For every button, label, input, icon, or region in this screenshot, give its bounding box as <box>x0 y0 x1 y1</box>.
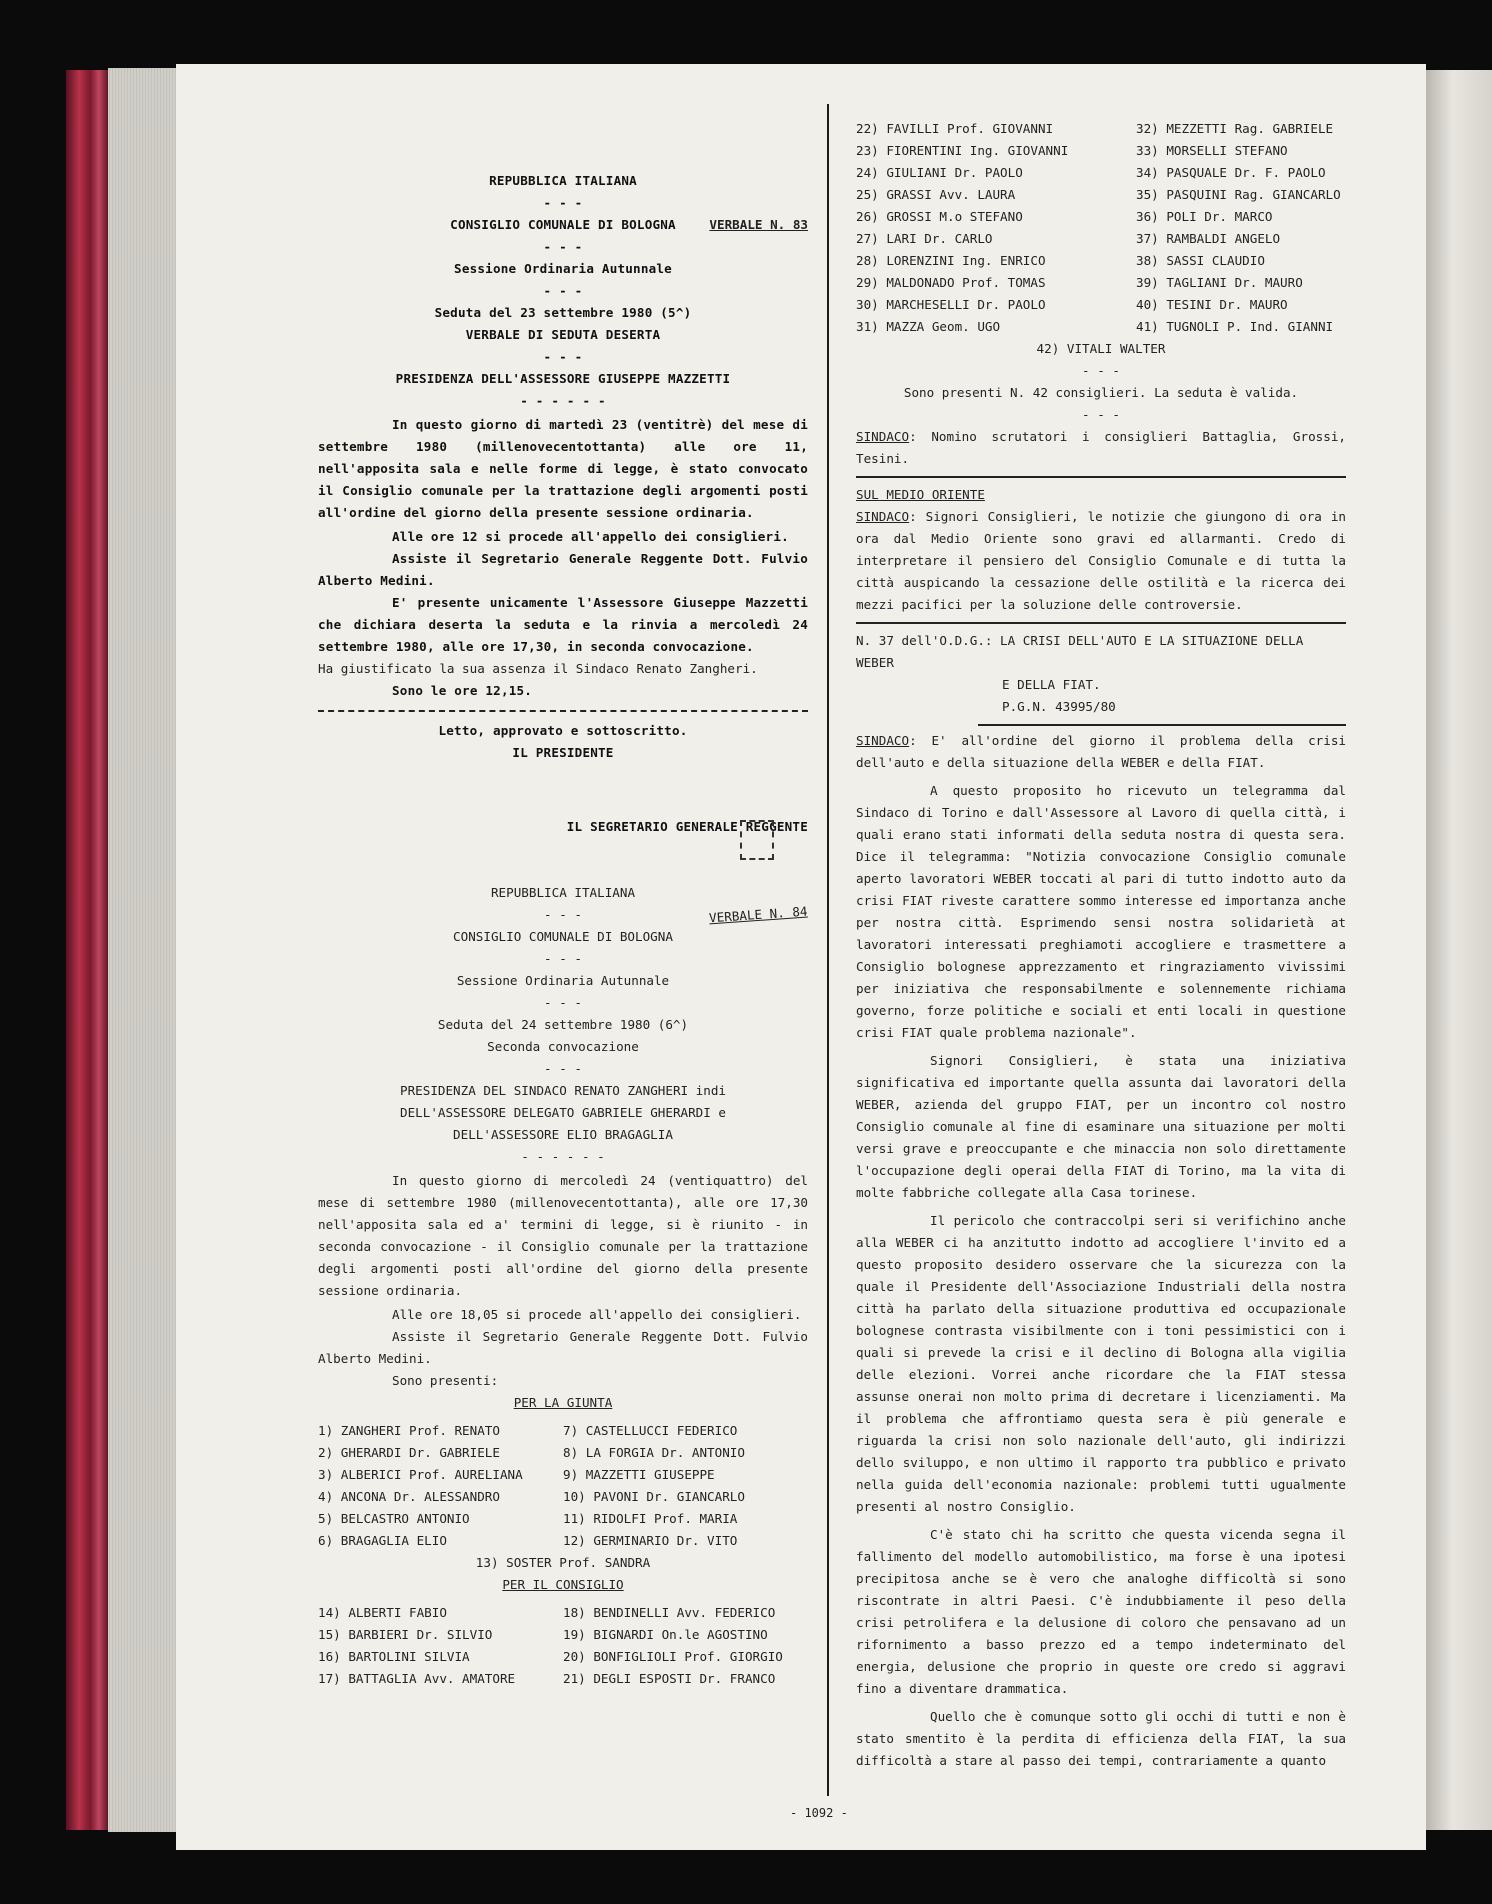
roster-entry: 23) FIORENTINI Ing. GIOVANNI <box>856 143 1069 158</box>
separator-long: - - - - - - <box>521 1149 605 1164</box>
odg-header: N. 37 dell'O.D.G.: LA CRISI DELL'AUTO E LA SITUAZIONE DELLA WEBER <box>856 633 1304 670</box>
roster-entry: 4) ANCONA Dr. ALESSANDRO <box>318 1489 500 1504</box>
medio-oriente-title: SUL MEDIO ORIENTE <box>856 487 985 502</box>
odg-divider <box>978 724 1346 726</box>
separator-long: - - - - - - <box>520 393 606 408</box>
roster-entry: 35) PASQUINI Rag. GIANCARLO <box>1136 187 1341 202</box>
separator: - - - <box>544 951 582 966</box>
right-column <box>856 118 1346 1772</box>
roster-entry: 25) GRASSI Avv. LAURA <box>856 187 1016 202</box>
session-heading-2: Sessione Ordinaria Autunnale <box>456 973 670 988</box>
president-signature-label: IL PRESIDENTE <box>512 745 614 760</box>
giunta-roster <box>318 1420 808 1552</box>
separator: - - - <box>543 239 583 254</box>
roster-entry: 27) LARI Dr. CARLO <box>856 231 993 246</box>
roster-entry: 14) ALBERTI FABIO <box>318 1605 447 1620</box>
book-spine <box>66 70 110 1830</box>
sindaco-label: SINDACO <box>856 429 910 444</box>
fiat-paragraph-1: A questo proposito ho ricevuto un telegramma dal Sindaco di Torino e dall'Assessore al Lavoro di quella città, i quali erano stati informati della seduta nostra di questa sera. Dice il telegramma: "Notizia convocazione Consiglio comunale aperto lavoratori WEBER toccati al pari di tutto indotto auto da crisi FIAT riveste carattere sommo interesse ed importanza anche per nostra città. Esprimendo sensi nostra solidarietà at lavoratori interessati preghiamoti accogliere e trasmettere a Consiglio bolognese apprezzamento et ringraziamento vivissimi per iniziativa che responsabilmente e solennemente richiama governo, forze politiche e sociali et enti locali in questione crisi FIAT quale problema nazionale". <box>856 783 1346 1040</box>
roster-entry: 18) BENDINELLI Avv. FEDERICO <box>563 1605 776 1620</box>
page-number: - 1092 - <box>790 1806 848 1820</box>
roster-entry: 21) DEGLI ESPOSTI Dr. FRANCO <box>563 1671 776 1686</box>
convocation-label: Seconda convocazione <box>487 1039 639 1054</box>
giunta-header: PER LA GIUNTA <box>513 1395 613 1410</box>
roster-entry: 34) PASQUALE Dr. F. PAOLO <box>1136 165 1326 180</box>
separator: - - - <box>1082 407 1120 422</box>
separator: - - - <box>544 995 582 1010</box>
fiat-paragraph-3: Il pericolo che contraccolpi seri si verifichino anche alla WEBER ci ha anzitutto indotto ad accogliere l'invito ed a questo proposito desidero osservare che la sicurezza con la quale il Presidente dell'Associazione Industriali della nostra città ha parlato della situazione produttiva ed occupazionale bolognese contrasta visibilmente con i toni pessimistici con i quali si prevede la crisi e il declino di Bologna alla vigilia delle elezioni. Vorrei anche ricordare che la FIAT stessa assunse onerai non molto prima di decretare i licenziamenti. Ma il problema che affrontiamo questa sera è più generale e riguarda la crisi non solo nazionale dell'auto, gli indirizzi dello sviluppo, e non ultimo il rapporto tra pubblico e privato nella guida dell'economia nazionale: problemi tutti ugualmente presenti al nostro Consiglio. <box>856 1213 1346 1514</box>
roster-entry: 5) BELCASTRO ANTONIO <box>318 1511 470 1526</box>
verbale-title-1: VERBALE DI SEDUTA DESERTA <box>465 327 661 342</box>
session1-paragraph-6: Sono le ore 12,15. <box>392 683 533 698</box>
medio-oriente-text: : Signori Consiglieri, le notizie che giungono di ora in ora dal Medio Oriente sono gravi ed allarmanti. Credo di interpretare il pensiero del Consiglio Comunale e di tutta la città auspicando la cessazione delle ostilità e la ricerca dei mezzi pacifici per la soluzione delle controversie. <box>856 509 1346 612</box>
roster-entry: 36) POLI Dr. MARCO <box>1136 209 1273 224</box>
roster-entry: 3) ALBERICI Prof. AURELIANA <box>318 1467 523 1482</box>
session1-paragraph-5: Ha giustificato la sua assenza il Sindaco Renato Zangheri. <box>318 661 758 676</box>
council-heading-1: CONSIGLIO COMUNALE DI BOLOGNA <box>450 217 676 232</box>
fiat-paragraph-2: Signori Consiglieri, è stata una iniziativa significativa ed importante quella assunta dai lavoratori della WEBER, azienda del gruppo FIAT, per un incontro col nostro Consiglio comunale al fine di esaminare una situazione per molti versi grave e preoccupante e che minaccia non solo direttamente l'occupazione degli operai della FIAT di Torino, ma la vita di molte fabbriche collegate alla Casa torinese. <box>856 1053 1346 1200</box>
roster-entry: 17) BATTAGLIA Avv. AMATORE <box>318 1671 516 1686</box>
council-roster <box>856 118 1346 338</box>
present-label: Sono presenti: <box>392 1373 499 1388</box>
roster-entry: 32) MEZZETTI Rag. GABRIELE <box>1136 121 1334 136</box>
sindaco-label: SINDACO <box>856 509 910 524</box>
dashed-divider <box>318 710 808 712</box>
presidency-2-line-2: DELL'ASSESSORE DELEGATO GABRIELE GHERARDI e <box>399 1105 727 1120</box>
separator: - - - <box>544 907 582 922</box>
session1-paragraph-2: Alle ore 12 si procede all'appello dei consiglieri. <box>392 529 789 544</box>
roster-entry: 6) BRAGAGLIA ELIO <box>318 1533 447 1548</box>
roster-entry: 13) SOSTER Prof. SANDRA <box>475 1555 651 1570</box>
page-edges <box>108 68 176 1832</box>
council-heading-2: CONSIGLIO COMUNALE DI BOLOGNA <box>453 929 673 944</box>
session-heading-1: Sessione Ordinaria Autunnale <box>454 261 672 276</box>
roster-entry: 29) MALDONADO Prof. TOMAS <box>856 275 1046 290</box>
roster-entry: 2) GHERARDI Dr. GABRIELE <box>318 1445 500 1460</box>
column-divider <box>827 104 829 1796</box>
stamp-mark <box>740 820 774 860</box>
separator: - - - <box>1082 363 1120 378</box>
verbale-number-84: VERBALE N. 84 <box>708 903 809 926</box>
fiat-paragraph-4: C'è stato chi ha scritto che questa vicenda segna il fallimento del modello automobilistico, ma forse è una ipotesi precipitosa anche se è vero che analoghe difficoltà si sono riscontrate in altri Paesi. C'è indubbiamente il peso della crisi petrolifera e la delusione di coloro che pensavano ad un rifornimento a basso prezzo ed a tempo indeterminato del energia, delusione che proprio in queste ore credo si aggravi fino a diventare drammatica. <box>856 1527 1346 1696</box>
roster-entry: 41) TUGNOLI P. Ind. GIANNI <box>1136 319 1334 334</box>
roster-entry: 26) GROSSI M.o STEFANO <box>856 209 1023 224</box>
session1-paragraph-3: Assiste il Segretario Generale Reggente Dott. Fulvio Alberto Medini. <box>318 551 808 588</box>
roster-entry: 22) FAVILLI Prof. GIOVANNI <box>856 121 1054 136</box>
roster-entry: 19) BIGNARDI On.le AGOSTINO <box>563 1627 768 1642</box>
roster-entry: 30) MARCHESELLI Dr. PAOLO <box>856 297 1046 312</box>
odg-subtitle: E DELLA FIAT. <box>1002 677 1101 692</box>
medio-oriente-paragraph <box>856 506 1346 616</box>
separator: - - - <box>543 283 583 298</box>
republic-heading-1: REPUBBLICA ITALIANA <box>489 173 637 188</box>
presidency-2-line-1: PRESIDENZA DEL SINDACO RENATO ZANGHERI indi <box>399 1083 727 1098</box>
roster-entry: 33) MORSELLI STEFANO <box>1136 143 1288 158</box>
session2-paragraph-1: In questo giorno di mercoledì 24 (ventiquattro) del mese di settembre 1980 (millenovecentottanta), alle ore 17,30 nell'apposita sala ed a' termini di legge, si è riunito - in seconda convocazione - il Consiglio comunale per la trattazione degli argomenti posti all'ordine del giorno della presente sessione ordinaria. <box>318 1173 808 1298</box>
roster-entry: 20) BONFIGLIOLI Prof. GIORGIO <box>563 1649 783 1664</box>
separator: - - - <box>544 1061 582 1076</box>
roster-entry: 15) BARBIERI Dr. SILVIO <box>318 1627 493 1642</box>
roster-entry: 40) TESINI Dr. MAURO <box>1136 297 1288 312</box>
roster-entry: 37) RAMBALDI ANGELO <box>1136 231 1281 246</box>
session-date-1: Seduta del 23 settembre 1980 (5^) <box>434 305 692 320</box>
roster-entry: 10) PAVONI Dr. GIANCARLO <box>563 1489 745 1504</box>
scrutatori-paragraph <box>856 426 1346 470</box>
left-column <box>318 170 808 1690</box>
present-count: Sono presenti N. 42 consiglieri. La seduta è valida. <box>903 385 1299 400</box>
republic-heading-2: REPUBBLICA ITALIANA <box>490 885 636 900</box>
verbale-number-83: VERBALE N. 83 <box>709 217 808 232</box>
section-divider <box>856 476 1346 478</box>
roster-entry: 42) VITALI WALTER <box>1036 341 1166 356</box>
roster-entry: 1) ZANGHERI Prof. RENATO <box>318 1423 500 1438</box>
roster-entry: 8) LA FORGIA Dr. ANTONIO <box>563 1445 745 1460</box>
roster-entry: 31) MAZZA Geom. UGO <box>856 319 1001 334</box>
fiat-intro-paragraph <box>856 730 1346 774</box>
session-date-2: Seduta del 24 settembre 1980 (6^) <box>437 1017 689 1032</box>
session2-paragraph-3: Assiste il Segretario Generale Reggente Dott. Fulvio Alberto Medini. <box>318 1329 808 1366</box>
fiat-intro-text: : E' all'ordine del giorno il problema della crisi dell'auto e della situazione della WEBER e della FIAT. <box>856 733 1346 770</box>
sindaco-label: SINDACO <box>856 733 910 748</box>
session1-paragraph-4: E' presente unicamente l'Assessore Giuseppe Mazzetti che dichiara deserta la seduta e la rinvia a mercoledì 24 settembre 1980, alle ore 17,30, in seconda convocazione. <box>318 595 808 654</box>
section-divider <box>856 622 1346 624</box>
session1-paragraph-1: In questo giorno di martedì 23 (ventitrè) del mese di settembre 1980 (millenovecentottanta) alle ore 11, nell'apposita sala e nelle forme di legge, è stato convocato il Consiglio comunale per la trattazione degli argomenti posti all'ordine del giorno della presente sessione ordinaria. <box>318 417 808 520</box>
roster-entry: 24) GIULIANI Dr. PAOLO <box>856 165 1023 180</box>
presidency-1: PRESIDENZA DELL'ASSESSORE GIUSEPPE MAZZETTI <box>395 371 731 386</box>
roster-entry: 39) TAGLIANI Dr. MAURO <box>1136 275 1303 290</box>
next-page-edge <box>1426 70 1492 1830</box>
consiglio-header: PER IL CONSIGLIO <box>502 1577 624 1592</box>
roster-entry: 16) BARTOLINI SILVIA <box>318 1649 470 1664</box>
session2-paragraph-2: Alle ore 18,05 si procede all'appello dei consiglieri. <box>392 1307 802 1322</box>
roster-entry: 7) CASTELLUCCI FEDERICO <box>563 1423 738 1438</box>
scrutatori-text: : Nomino scrutatori i consiglieri Battaglia, Grossi, Tesini. <box>856 429 1346 466</box>
presidency-2-line-3: DELL'ASSESSORE ELIO BRAGAGLIA <box>453 1127 673 1142</box>
separator: - - - <box>543 349 583 364</box>
roster-entry: 38) SASSI CLAUDIO <box>1136 253 1265 268</box>
secretary-signature-label: IL SEGRETARIO GENERALE REGGENTE <box>566 819 808 834</box>
separator: - - - <box>543 195 583 210</box>
roster-entry: 12) GERMINARIO Dr. VITO <box>563 1533 738 1548</box>
odg-protocol: P.G.N. 43995/80 <box>1002 699 1116 714</box>
roster-entry: 9) MAZZETTI GIUSEPPE <box>563 1467 715 1482</box>
roster-entry: 11) RIDOLFI Prof. MARIA <box>563 1511 738 1526</box>
approved-line: Letto, approvato e sottoscritto. <box>438 723 688 738</box>
fiat-paragraph-5: Quello che è comunque sotto gli occhi di tutti e non è stato smentito è la perdita di efficienza della FIAT, la sua difficoltà a stare al passo dei tempi, contrariamente a quanto <box>856 1709 1346 1768</box>
consiglio-roster <box>318 1602 808 1690</box>
roster-entry: 28) LORENZINI Ing. ENRICO <box>856 253 1046 268</box>
